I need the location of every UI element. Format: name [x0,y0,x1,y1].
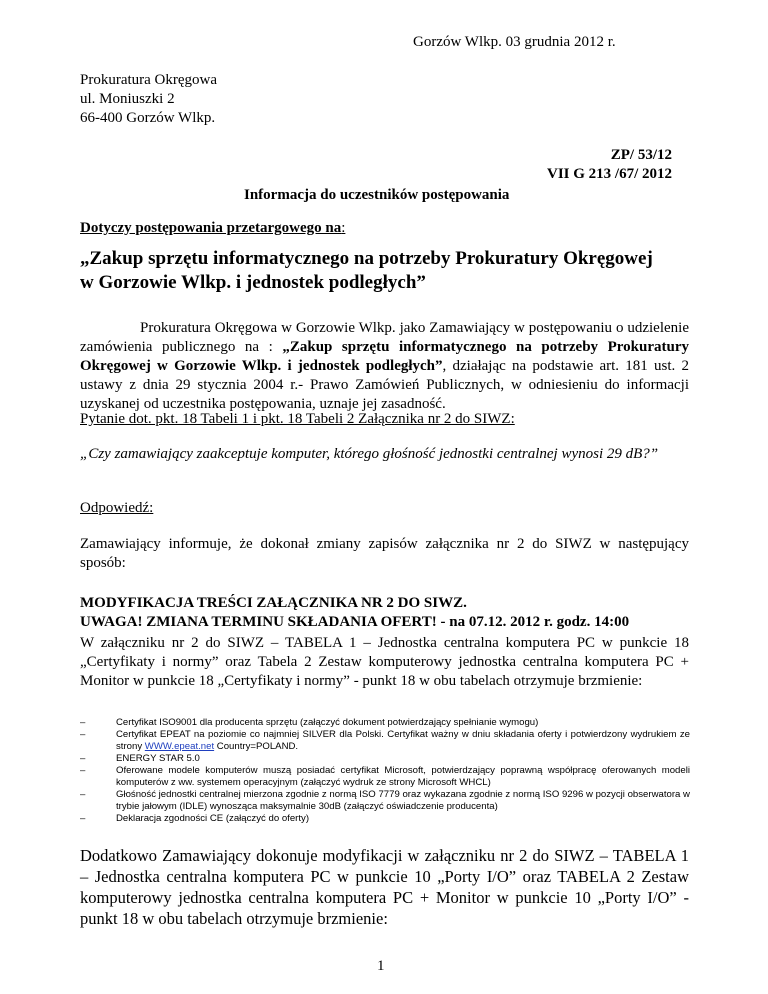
modification-notice [80,594,629,632]
intro-paragraph [80,319,689,414]
additional-modification-paragraph: Dodatkowo Zamawiający dokonuje modyfikacji w załączniku nr 2 do SIWZ – TABELA 1 – Jednostka centralna komputera PC w punkcie 10 „Porty I/O” oraz TABELA 2 Zestaw komputerowy jednostka centralna komputera PC + Monitor w punkcie 10 „Porty I/O” - punkt 18 w obu tabelach otrzymuje brzmienie: [80,846,689,928]
requirements-list [80,717,690,825]
list-item-text: Oferowane modele komputerów muszą posiadać certyfikat Microsoft, potwierdzający poprawną współpracę oferowanych modeli komputerów z ww. systemem operacyjnym (załączyć wydruk ze strony Microsoft WHCL) [116,765,690,788]
list-dash: – [80,765,86,776]
concerns-label [80,220,345,237]
sender-city: 66-400 Gorzów Wlkp. [80,110,216,126]
modification-line-2: UWAGA! ZMIANA TERMINU SKŁADANIA OFERT! - na 07.12. 2012 r. godz. 14:00 [80,614,630,630]
tender-subject [80,247,700,295]
epeat-link[interactable]: WWW.epeat.net [144,741,215,752]
question-text: „Czy zamawiający zaakceptuje komputer, którego głośność jednostki centralnej wynosi 29 dB?” [80,446,659,462]
reference-numbers [547,146,672,184]
concerns-colon: : [341,220,346,236]
concerns-text: Dotyczy postępowania przetargowego na [80,220,342,236]
list-dash: – [80,729,86,740]
page-number: 1 [377,958,385,974]
intro-text-start: Prokuratura Okręgowa w Gorzowie Wlkp. jako Zamawiający w postępowaniu o udzielenie zamówienia publicznego na : [80,320,689,355]
reference-zp: ZP/ 53/12 [610,147,672,163]
list-dash: – [80,813,86,824]
tender-subject-line-1: „Zakup sprzętu informatycznego na potrzeby Prokuratury Okręgowej [80,248,653,269]
tender-subject-line-2: w Gorzowie Wlkp. i jednostek podległych” [80,272,426,293]
list-dash: – [80,789,86,800]
sender-address [80,71,217,128]
list-item-text: Głośność jednostki centralnej mierzona zgodnie z normą ISO 7779 oraz wykazana zgodnie z normą ISO 9296 w pozycji obserwatora w trybie jałowym (IDLE) wynosząca maksymalnie 30dB (załączyć oświadczenie producenta) [116,789,690,812]
sender-street: ul. Moniuszki 2 [80,91,175,107]
list-item [80,789,690,813]
list-item [80,729,690,753]
document-date: Gorzów Wlkp. 03 grudnia 2012 r. [413,34,616,50]
list-item [80,813,690,825]
sender-name: Prokuratura Okręgowa [80,72,218,88]
list-item-text: Certyfikat ISO9001 dla producenta sprzętu (załączyć dokument potwierdzający spełnianie wymogu) [116,717,539,728]
document-title: Informacja do uczestników postępowania [244,187,510,203]
answer-heading: Odpowiedź: [80,500,154,516]
list-item-text: Deklaracja zgodności CE (załączyć do oferty) [116,813,310,824]
question-heading: Pytanie dot. pkt. 18 Tabeli 1 i pkt. 18 Tabeli 2 Załącznika nr 2 do SIWZ: [80,411,515,427]
modification-paragraph: W załączniku nr 2 do SIWZ – TABELA 1 – Jednostka centralna komputera PC w punkcie 18 „Certyfikaty i normy” oraz Tabela 2 Zestaw komputerowy jednostka centralna komputera PC + Monitor w punkcie 18 „Certyfikaty i normy” - punkt 18 w obu tabelach otrzymuje brzmienie: [80,635,689,689]
list-item-text: Certyfikat EPEAT na poziomie co najmniej SILVER dla Polski. Certyfikat ważny w dniu składania oferty i potwierdzony wydrukiem ze strony [116,729,690,752]
answer-text: Zamawiający informuje, że dokonał zmiany zapisów załącznika nr 2 do SIWZ w następujący sposób: [80,536,689,571]
list-dash: – [80,753,86,764]
modification-line-1: MODYFIKACJA TREŚCI ZAŁĄCZNIKA NR 2 DO SIWZ. [80,595,467,611]
intro-text-end: , działając na podstawie art. 181 ust. 2 ustawy z dnia 29 stycznia 2004 r.- Prawo Zamówień Publicznych, w odniesieniu do informacji uzyskanej od uczestnika postępowania, uznaje jej zasadność. [80,358,689,412]
list-item [80,765,690,789]
intro-text-bold: „Zakup sprzętu informatycznego na potrzeby Prokuratury Okręgowej w Gorzowie Wlkp. i jednostek podległych” [80,339,690,374]
list-item-text: ENERGY STAR 5.0 [116,753,200,764]
reference-case: VII G 213 /67/ 2012 [546,166,672,182]
list-item [80,753,690,765]
list-dash: – [80,717,86,728]
list-item-text: Country=POLAND. [214,741,299,752]
list-item [80,717,690,729]
